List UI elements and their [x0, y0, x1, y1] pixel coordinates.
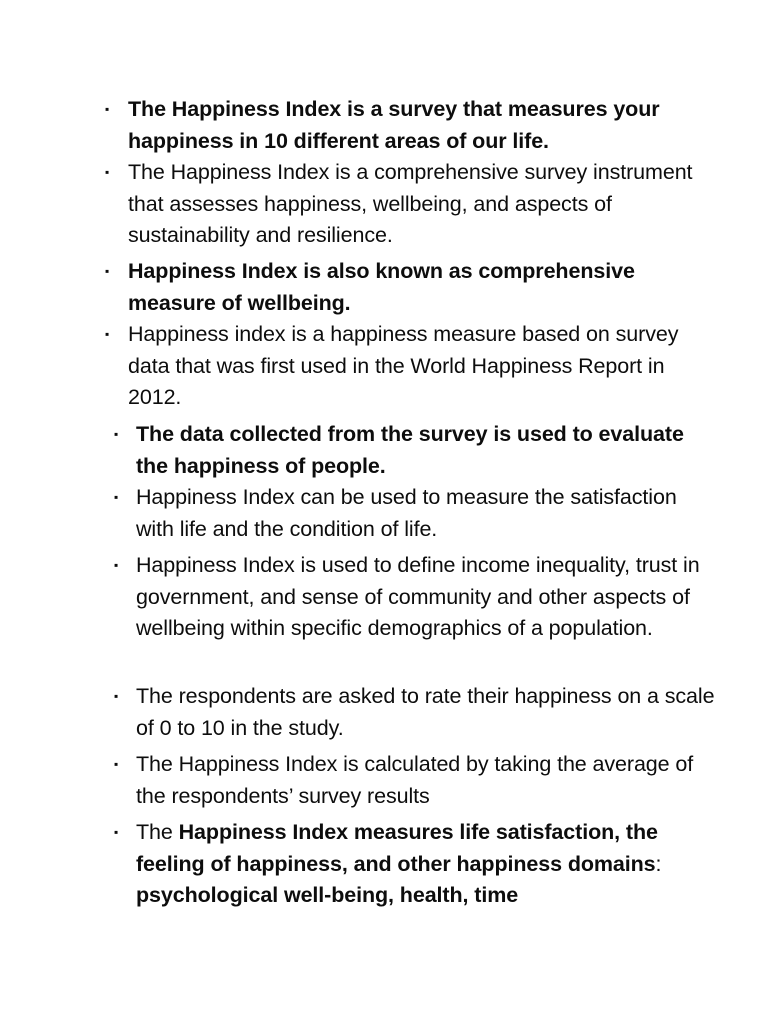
- text-segment-bold: Happiness Index measures life satisfaction, the feeling of happiness, and other happiness domains: [136, 820, 658, 876]
- bullet-marker: ▪: [105, 264, 110, 278]
- bullet-marker: ▪: [114, 689, 119, 703]
- list-item: [114, 817, 716, 912]
- bullet-marker: ▪: [105, 327, 110, 341]
- list-item-text: Happiness Index is used to define income inequality, trust in government, and sense of community and other aspects of wellbeing within specific demographics of a population.: [136, 553, 700, 640]
- list-item: [105, 94, 708, 157]
- list-item: [114, 482, 716, 545]
- list-item: [105, 319, 708, 414]
- text-segment: :: [655, 851, 662, 876]
- list-item: [105, 157, 708, 252]
- list-item-text: The Happiness Index is a survey that measures your happiness in 10 different areas of our life.: [128, 97, 660, 153]
- list-item-text: Happiness index is a happiness measure based on survey data that was first used in the World Happiness Report in 2012.: [128, 322, 679, 409]
- list-item: [105, 256, 708, 319]
- bullet-marker: ▪: [105, 165, 110, 179]
- list-item: [114, 681, 716, 744]
- list-item-text: The data collected from the survey is used to evaluate the happiness of people.: [136, 422, 684, 478]
- bullet-marker: ▪: [114, 558, 119, 572]
- text-segment: The: [136, 820, 179, 844]
- list-item-text: Happiness Index is also known as comprehensive measure of wellbeing.: [128, 259, 635, 315]
- bullet-marker: ▪: [105, 102, 110, 116]
- list-item: [114, 749, 716, 812]
- list-item-text: The Happiness Index is calculated by taking the average of the respondents’ survey results: [136, 752, 694, 808]
- bullet-marker: ▪: [114, 825, 119, 839]
- bullet-marker: ▪: [114, 490, 119, 504]
- list-item-text: The Happiness Index is a comprehensive survey instrument that assesses happiness, wellbeing, and aspects of sustainability and resilience.: [128, 160, 693, 247]
- list-item: [114, 550, 716, 645]
- list-item: [114, 419, 716, 482]
- list-item-text: Happiness Index can be used to measure the satisfaction with life and the condition of life.: [136, 485, 677, 541]
- list-item-text: [136, 820, 661, 907]
- bullet-marker: ▪: [114, 427, 119, 441]
- list-item-text: The respondents are asked to rate their happiness on a scale of 0 to 10 in the study.: [136, 684, 715, 740]
- bullet-marker: ▪: [114, 757, 119, 771]
- text-segment-bold: psychological well-being, health, time: [136, 883, 519, 907]
